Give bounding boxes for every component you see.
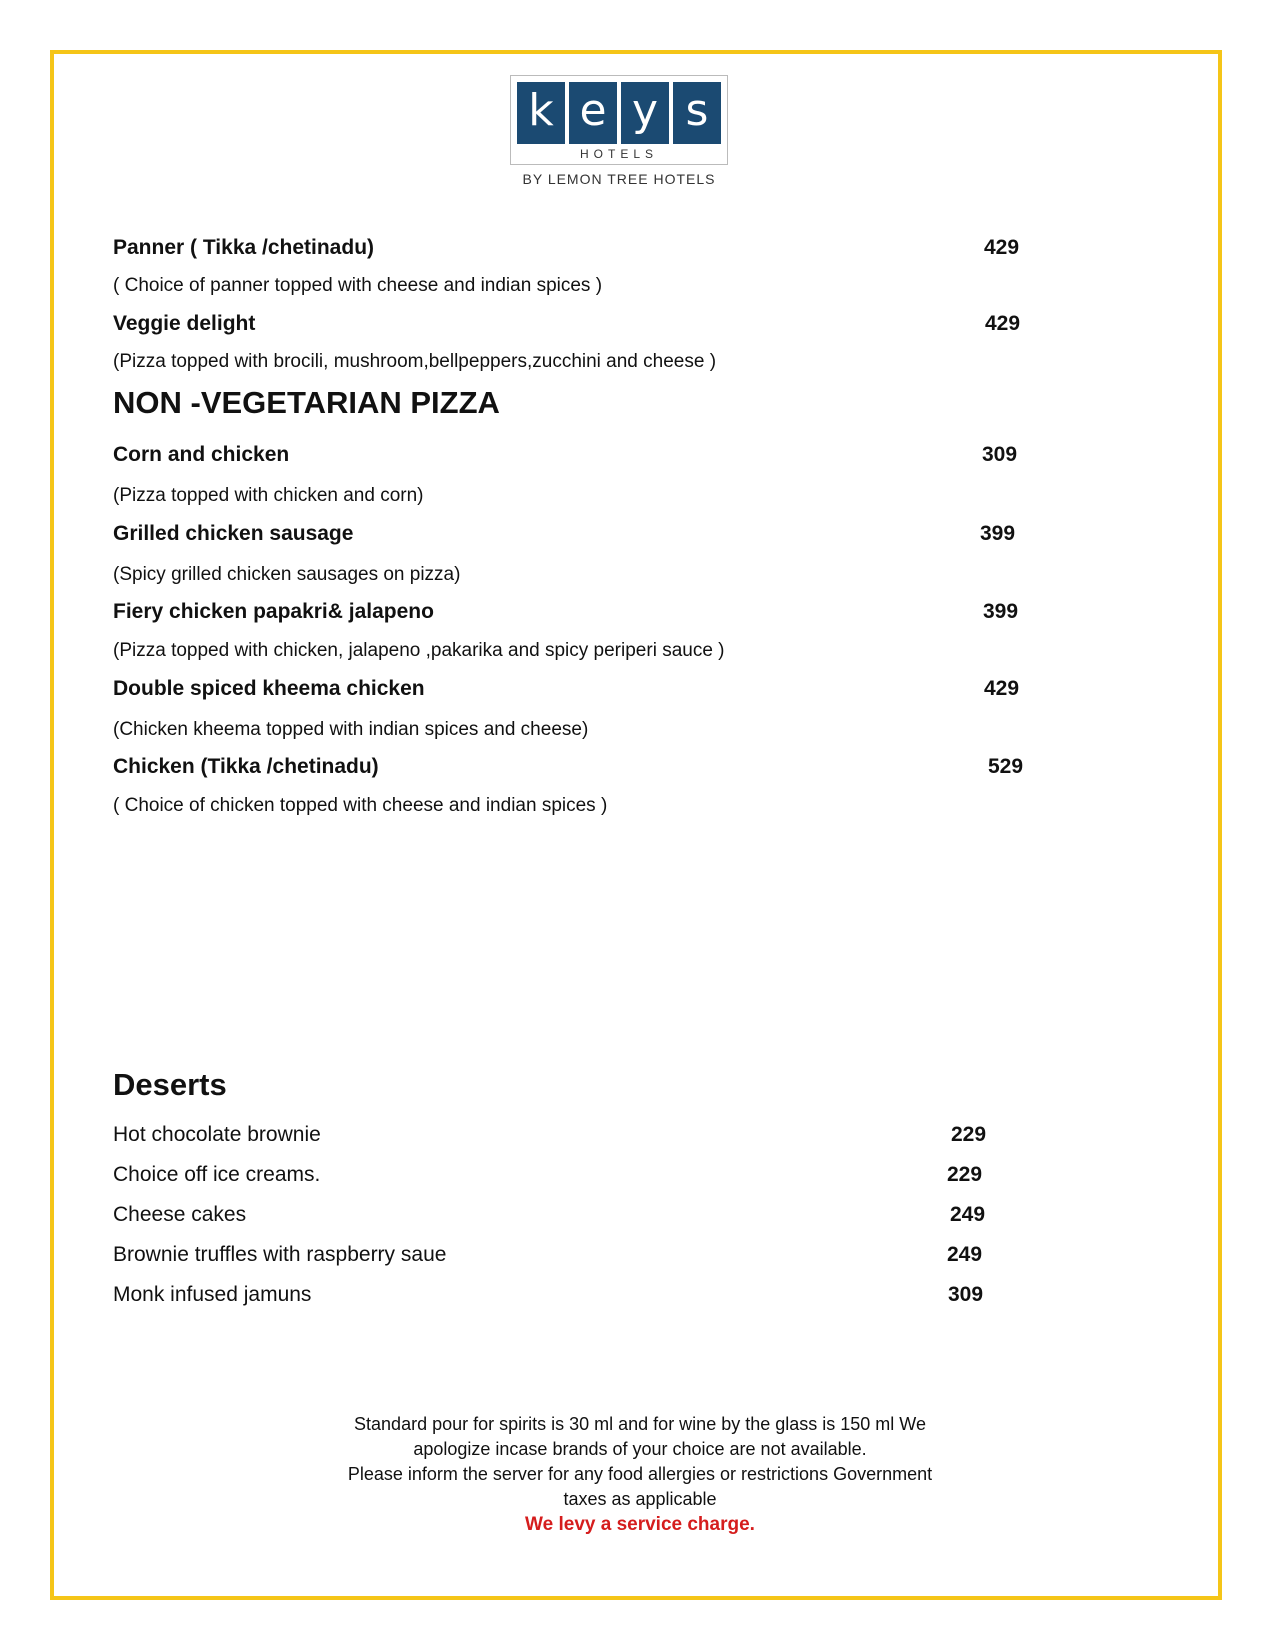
item-description [113,481,1113,511]
item-desc-text: (Pizza topped with chicken, jalapeno ,pakarika and spicy periperi sauce ) [113,640,725,661]
item-name: Corn and chicken [113,443,290,466]
desert-item [113,1120,1113,1150]
item-price: 249 [950,1203,986,1226]
item-price: 399 [983,600,1019,623]
menu-item [113,519,1113,549]
item-price: 249 [947,1243,983,1266]
item-price: 229 [947,1163,983,1186]
menu-item [113,597,1113,627]
section-heading-deserts: Deserts [113,1067,227,1102]
item-price: 429 [984,677,1020,700]
item-price: 309 [948,1283,984,1306]
item-description [113,347,1113,377]
footer-line: Please inform the server for any food allergies or restrictions Government [347,1464,933,1484]
item-description [113,791,1113,821]
desert-item [113,1280,1113,1310]
section-heading-nonveg: NON -VEGETARIAN PIZZA [113,385,500,420]
item-desc-text: ( Choice of chicken topped with cheese and indian spices ) [113,795,608,816]
item-price: 399 [980,522,1016,545]
item-name: Brownie truffles with raspberry saue [113,1243,447,1266]
item-price: 309 [982,443,1018,466]
item-name: Double spiced kheema chicken [113,677,425,700]
menu-item [113,752,1113,782]
item-desc-text: ( Choice of panner topped with cheese and indian spices ) [113,275,603,296]
item-price: 429 [984,236,1020,259]
desert-item [113,1200,1113,1230]
item-description [113,636,1113,666]
footer-notice [330,1412,950,1537]
service-charge-note: We levy a service charge. [525,1514,755,1535]
logo-letter: s [673,82,721,144]
menu-item [113,674,1113,704]
item-name: Monk infused jamuns [113,1283,312,1306]
logo-tagline: BY LEMON TREE HOTELS [522,171,716,187]
footer-line: taxes as applicable [563,1489,717,1509]
menu-item [113,440,1113,470]
logo-subtitle: HOTELS [579,147,658,161]
logo-box [510,75,728,165]
logo-tiles [516,82,722,144]
logo-letter: k [517,82,565,144]
item-description [113,715,1113,745]
desert-item [113,1240,1113,1270]
item-name: Chicken (Tikka /chetinadu) [113,755,379,778]
footer-line: Standard pour for spirits is 30 ml and for wine by the glass is 150 ml We [354,1414,926,1434]
keys-hotels-logo [510,75,728,187]
menu-item [113,309,1113,339]
item-price: 529 [988,755,1024,778]
item-price: 229 [951,1123,987,1146]
item-name: Choice off ice creams. [113,1163,321,1186]
desert-item [113,1160,1113,1190]
item-desc-text: (Pizza topped with chicken and corn) [113,485,424,506]
item-desc-text: (Spicy grilled chicken sausages on pizza) [113,564,461,585]
item-name: Grilled chicken sausage [113,522,354,545]
item-description [113,560,1113,590]
item-desc-text: (Chicken kheema topped with indian spices and cheese) [113,719,589,740]
item-name: Panner ( Tikka /chetinadu) [113,236,375,259]
item-name: Fiery chicken papakri& jalapeno [113,600,434,623]
item-name: Cheese cakes [113,1203,247,1226]
item-description [113,271,1113,301]
item-name: Hot chocolate brownie [113,1123,321,1146]
menu-item [113,233,1113,263]
item-name: Veggie delight [113,312,256,335]
logo-letter: e [569,82,617,144]
footer-line: apologize incase brands of your choice are not available. [413,1439,867,1459]
item-price: 429 [985,312,1021,335]
logo-letter: y [621,82,669,144]
item-desc-text: (Pizza topped with brocili, mushroom,bellpeppers,zucchini and cheese ) [113,351,717,372]
